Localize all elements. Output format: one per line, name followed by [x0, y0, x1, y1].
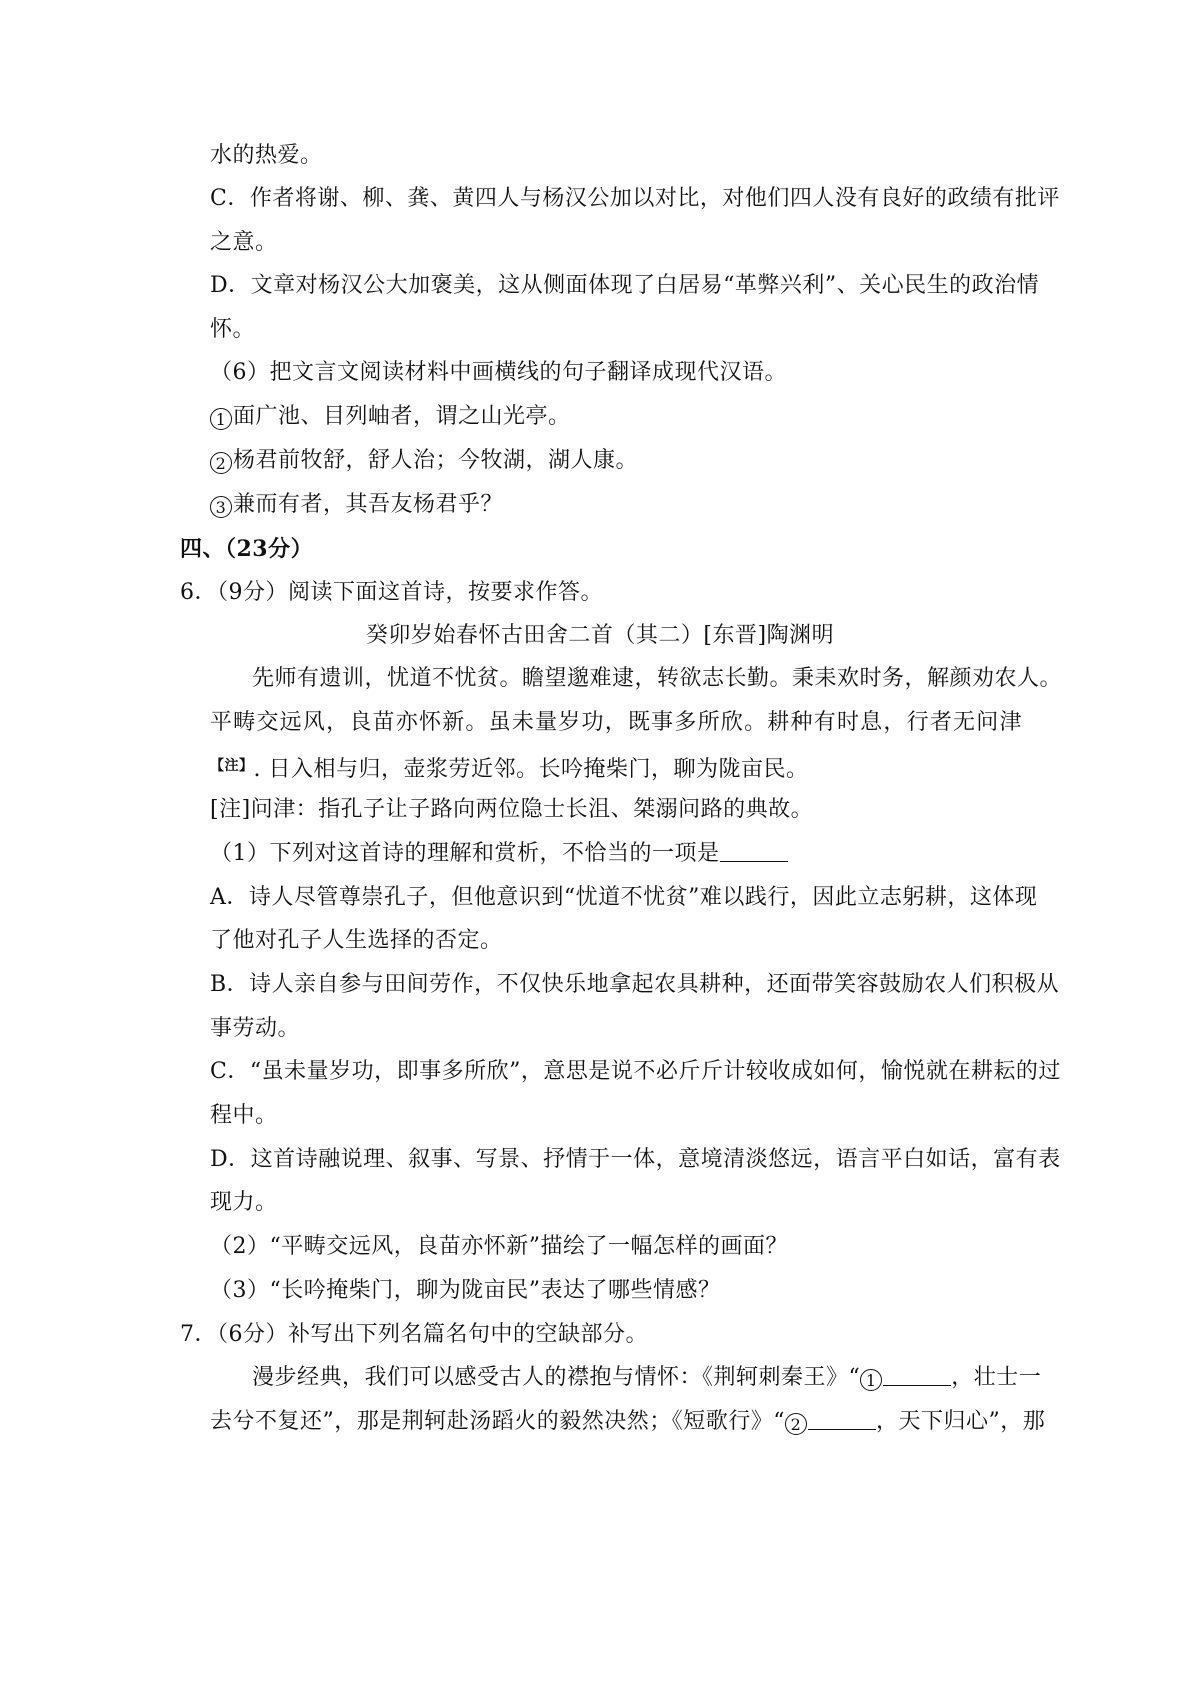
fill-blank-text-1b: ，壮士一 — [951, 1365, 1042, 1390]
answer-blank — [720, 839, 788, 862]
poem-title: 癸卯岁始春怀古田舍二首（其二）[东晋]陶渊明 — [365, 623, 835, 648]
subquestion-6: （6）把文言文阅读材料中画横线的句子翻译成现代汉语。 — [210, 360, 787, 385]
answer-blank-1 — [883, 1363, 951, 1386]
translation-text-3: 兼而有者，其吾友杨君乎？ — [233, 492, 504, 517]
translation-text-1: 面广池、目列岫者，谓之山光亭。 — [233, 404, 571, 429]
question-6-stem: 6．（9分）阅读下面这首诗，按要求作答。 — [180, 580, 603, 605]
circled-number-2: 2 — [210, 452, 232, 474]
subquestion-1-text: （1）下列对这首诗的理解和赏析，不恰当的一项是 — [210, 841, 720, 866]
fill-blank-line-1 — [252, 1363, 1041, 1393]
translation-item-2 — [210, 446, 638, 476]
poem-line-1: 先师有遗训，忧道不忧贫。瞻望邈难逮，转欲志长勤。秉耒欢时务，解颜劝农人。 — [252, 666, 1063, 691]
circled-number-1: 1 — [210, 408, 232, 430]
option-a-line-2: 了他对孔子人生选择的否定。 — [210, 928, 503, 953]
poem-annotation: [注]问津：指孔子让子路向两位隐士长沮、桀溺问路的典故。 — [210, 797, 814, 822]
text-line: 水的热爱。 — [210, 143, 323, 168]
fill-blank-text-2b: ，天下归心”，那 — [876, 1409, 1046, 1434]
subquestion-1 — [210, 839, 788, 869]
question-7-stem: 7．（6分）补写出下列名篇名句中的空缺部分。 — [180, 1322, 648, 1347]
section-heading: 四、（23分） — [180, 536, 314, 562]
option-c2-line-1: C．“虽未量岁功，即事多所欣”，意思是说不必斤斤计较收成如何，愉悦就在耕耘的过 — [210, 1059, 1061, 1084]
option-d-line-1: D．文章对杨汉公大加褒美，这从侧面体现了白居易“革弊兴利”、关心民生的政治情 — [210, 273, 1040, 298]
poem-line-3-text: . 日入相与归，壶浆劳近邻。长吟掩柴门，聊为陇亩民。 — [253, 757, 809, 782]
translation-item-3 — [210, 490, 503, 520]
fill-blank-text-2a: 去兮不复还”，那是荆轲赴汤蹈火的毅然决然；《短歌行》“ — [210, 1409, 785, 1434]
fill-blank-line-2 — [210, 1407, 1045, 1437]
circled-number-3: 3 — [210, 496, 232, 518]
answer-blank-2 — [808, 1407, 876, 1430]
option-b-line-1: B．诗人亲自参与田间劳作，不仅快乐地拿起农具耕种，还面带笑容鼓励农人们积极从 — [210, 972, 1060, 997]
option-c-line-1: C．作者将谢、柳、龚、黄四人与杨汉公加以对比，对他们四人没有良好的政绩有批评 — [210, 186, 1060, 211]
option-d2-line-2: 现力。 — [210, 1190, 278, 1215]
poem-line-2: 平畴交远风，良苗亦怀新。虽未量岁功，既事多所欣。耕种有时息，行者无问津 — [210, 710, 1022, 735]
subquestion-3: （3）“长吟掩柴门，聊为陇亩民”表达了哪些情感？ — [210, 1278, 721, 1303]
option-c2-line-2: 程中。 — [210, 1103, 278, 1128]
translation-text-2: 杨君前牧舒，舒人治；今牧湖，湖人康。 — [233, 448, 639, 473]
translation-item-1 — [210, 402, 571, 432]
option-c-line-2: 之意。 — [210, 230, 278, 255]
option-b-line-2: 事劳动。 — [210, 1016, 301, 1041]
fill-blank-text-1a: 漫步经典，我们可以感受古人的襟抱与情怀：《荆轲刺秦王》“ — [252, 1365, 861, 1390]
option-a-line-1: A．诗人尽管尊崇孔子，但他意识到“忧道不忧贫”难以践行，因此立志躬耕，这体现 — [210, 885, 1038, 910]
circled-number-1: 1 — [860, 1369, 882, 1391]
poem-line-3 — [210, 751, 809, 785]
note-marker: 【注】 — [210, 758, 254, 774]
option-d-line-2: 怀。 — [210, 317, 256, 342]
subquestion-2: （2）“平畴交远风，良苗亦怀新”描绘了一幅怎样的画面？ — [210, 1234, 788, 1259]
option-d2-line-1: D．这首诗融说理、叙事、写景、抒情于一体，意境清淡悠远，语言平白如话，富有表 — [210, 1147, 1061, 1172]
circled-number-2: 2 — [785, 1413, 807, 1435]
